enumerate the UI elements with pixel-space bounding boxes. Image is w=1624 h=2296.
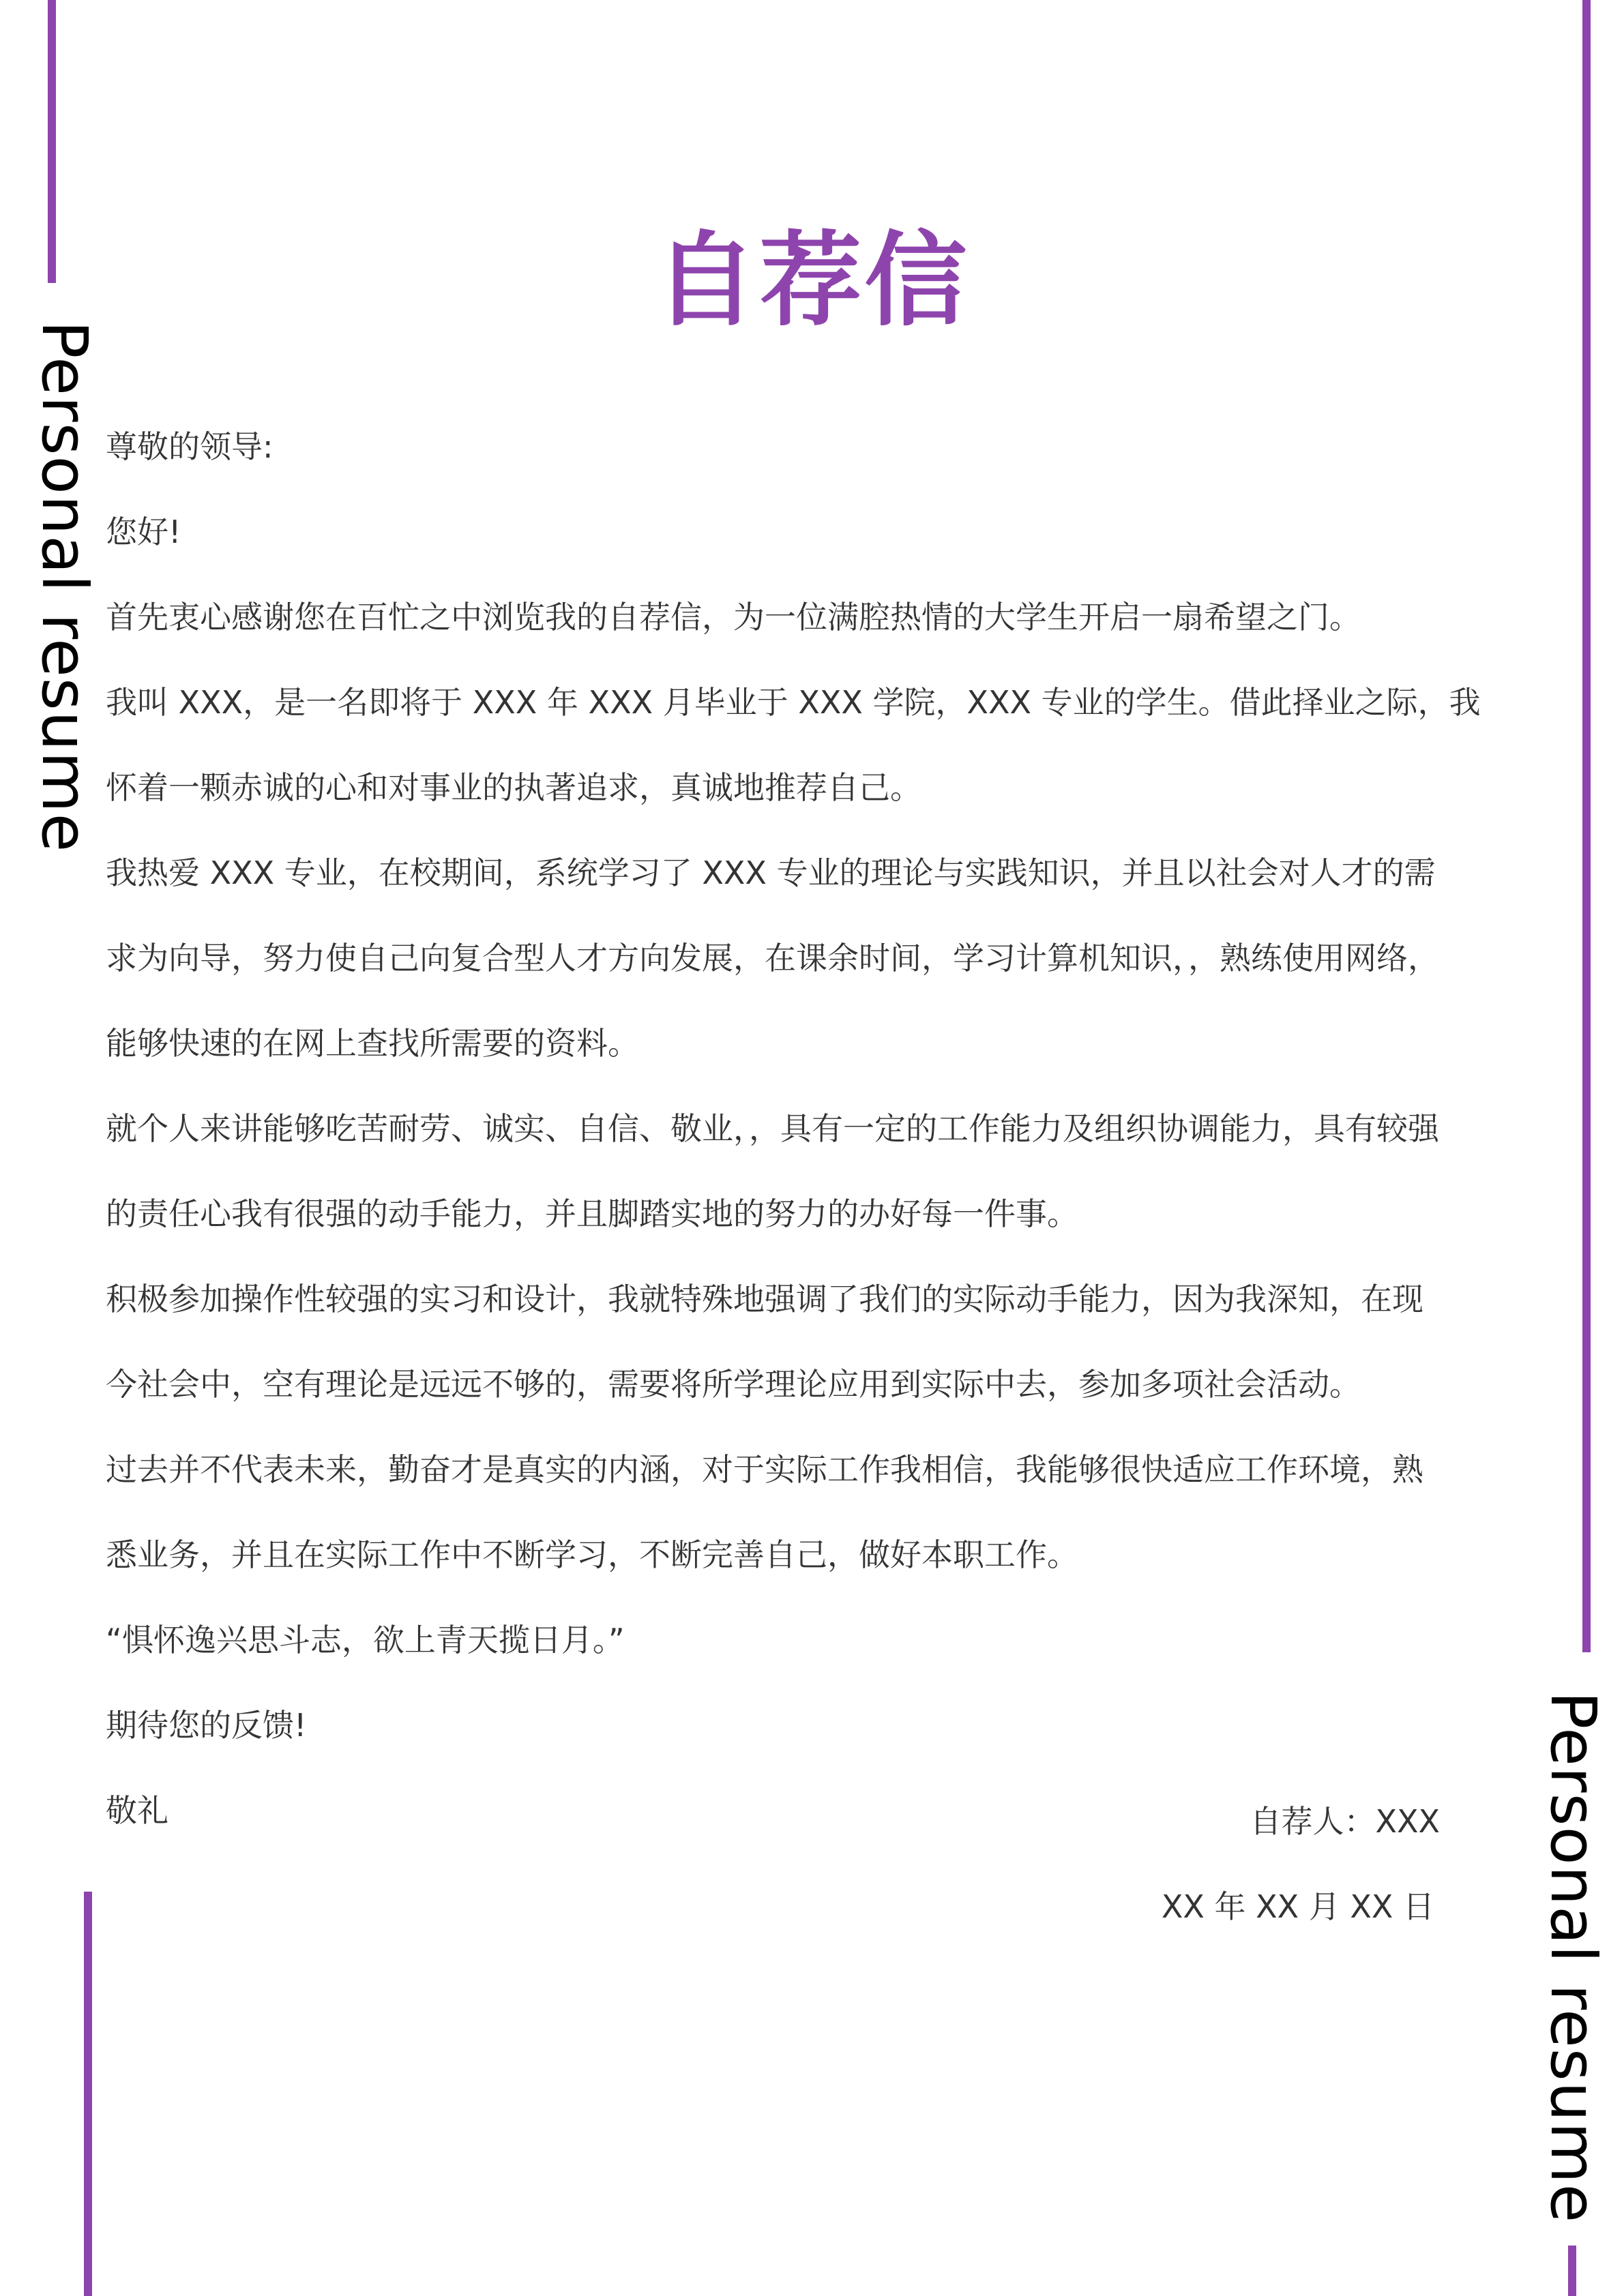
letter-body: [106, 416, 1494, 1865]
right-bottom-accent-bar: [1568, 2246, 1576, 2296]
body-line: 积极参加操作性较强的实习和设计，我就特殊地强调了我们的实际动手能力，因为我深知，在现: [106, 1281, 1423, 1317]
side-label-left: Personal resume: [28, 320, 101, 853]
salutation: 尊敬的领导:: [106, 428, 274, 465]
body-line: 我叫 XXX，是一名即将于 XXX 年 XXX 月毕业于 XXX 学院，XXX 专业的学生。借此择业之际，我: [106, 684, 1481, 721]
signature-date: XX 年 XX 月 XX 日: [1161, 1888, 1434, 1925]
regards-line: 敬礼: [106, 1792, 168, 1829]
left-bottom-accent-bar: [84, 1892, 92, 2296]
body-line: 的责任心我有很强的动手能力，并且脚踏实地的努力的办好每一件事。: [106, 1195, 1078, 1232]
body-line: 过去并不代表未来，勤奋才是真实的内涵，对于实际工作我相信，我能够很快适应工作环境，熟: [106, 1451, 1423, 1488]
side-label-right: Personal resume: [1537, 1691, 1610, 2224]
body-line: 能够快速的在网上查找所需要的资料。: [106, 1025, 639, 1062]
body-line: 我热爱 XXX 专业，在校期间，系统学习了 XXX 专业的理论与实践知识，并且以社会对人才的需: [106, 854, 1436, 891]
greeting: 您好!: [106, 513, 181, 550]
body-line: 求为向导，努力使自己向复合型人才方向发展，在课余时间，学习计算机知识，，熟练使用网络，: [106, 940, 1439, 976]
body-line: 就个人来讲能够吃苦耐劳、诚实、自信、敬业，，具有一定的工作能力及组织协调能力，具有较强: [106, 1110, 1439, 1147]
body-line: 悉业务，并且在实际工作中不断学习，不断完善自己，做好本职工作。: [106, 1536, 1078, 1573]
signature-recommender: 自荐人：XXX: [1250, 1803, 1440, 1840]
closing-line: 期待您的反馈!: [106, 1707, 307, 1744]
body-line: 首先衷心感谢您在百忙之中浏览我的自荐信，为一位满腔热情的大学生开启一扇希望之门。: [106, 599, 1361, 636]
body-line: 怀着一颗赤诚的心和对事业的执著追求，真诚地推荐自己。: [106, 769, 921, 806]
body-line: 今社会中，空有理论是远远不够的，需要将所学理论应用到实际中去，参加多项社会活动。: [106, 1366, 1361, 1403]
quote-line: “惧怀逸兴思斗志，欲上青天揽日月。”: [106, 1622, 625, 1658]
page-title: 自荐信: [654, 222, 970, 340]
